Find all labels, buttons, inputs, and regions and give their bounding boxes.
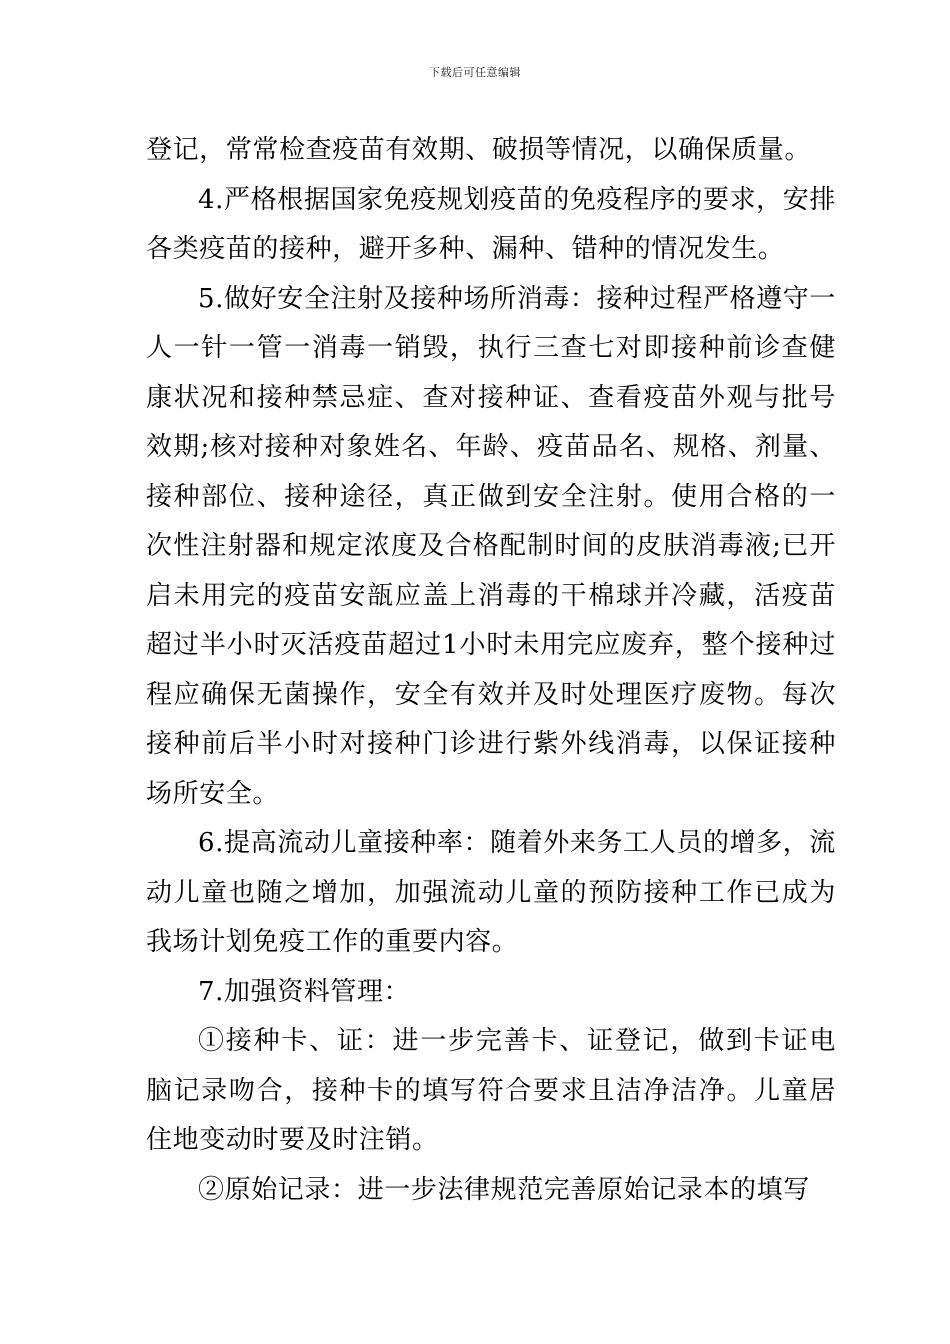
paragraph-item-6: 6.提高流动儿童接种率：随着外来务工人员的增多，流动儿童也随之增加，加强流动儿童的预防接种工作已成为我场计划免疫工作的重要内容。: [146, 828, 836, 957]
paragraph-item-5: 5.做好安全注射及接种场所消毒：接种过程严格遵守一人一针一管一消毒一销毁，执行三查七对即接种前诊查健康状况和接种禁忌症、查对接种证、查看疫苗外观与批号效期;核对接种对象姓名、年龄、疫苗品名、规格、剂量、接种部位、接种途径，真正做到安全注射。使用合格的一次性注射器和规定浓度及合格配制时间的皮肤消毒液;已开启未用完的疫苗安瓿应盖上消毒的干棉球并冷藏，活疫苗超过半小时灭活疫苗超过1小时未用完应废弃，整个接种过程应确保无菌操作，安全有效并及时处理医疗废物。每次接种前后半小时对接种门诊进行紫外线消毒，以保证接种场所安全。: [146, 283, 836, 809]
paragraph-item-4: 4.严格根据国家免疫规划疫苗的免疫程序的要求，安排各类疫苗的接种，避开多种、漏种、错种的情况发生。: [146, 184, 836, 264]
paragraph-item-7: 7.加强资料管理：: [198, 976, 411, 1007]
paragraph-continuation: 登记，常常检查疫苗有效期、破损等情况，以确保质量。: [146, 135, 812, 165]
paragraph-subitem-2: ②原始记录：进一步法律规范完善原始记录本的填写: [198, 1174, 810, 1205]
page-header: 下载后可任意编辑: [429, 66, 521, 79]
document-body: [146, 126, 836, 1215]
paragraph-subitem-1: ①接种卡、证：进一步完善卡、证登记，做到卡证电脑记录吻合，接种卡的填写符合要求且洁净洁净。儿童居住地变动时要及时注销。: [146, 1026, 836, 1155]
